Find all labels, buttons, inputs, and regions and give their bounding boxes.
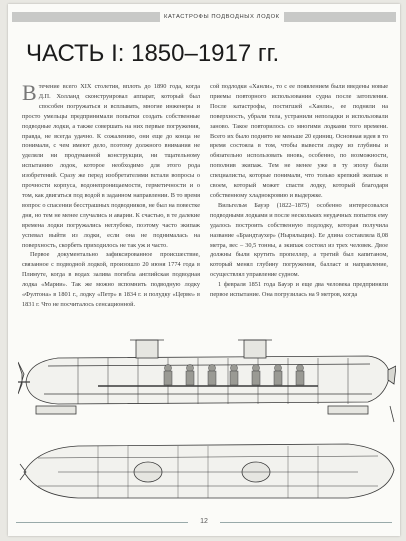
left-paragraph-1 (22, 82, 200, 250)
right-paragraph-2: Вильгельм Бауэр (1822–1875) особенно интересовался подводными лодками и после нескольких неудачных попыток ему удалось построить собственную подлодку, которая получила название «Брандтаухер» (Ныряльщик). Ее длина составляла 8,08 метра, вес – 30,5 тонны, а экипаж состоял из трех человек. Двое должны были крутить пропеллер, а третий был капитаном, который менял глубину погружения, балласт и направление, осуществлял управление судном. (210, 201, 388, 279)
right-paragraph-3: 1 февраля 1851 года Бауэр и еще два человека предприняли первое испытание. Она погрузилась на 9 метров, когда (210, 281, 388, 299)
running-header (12, 12, 396, 22)
page-number: 12 (190, 516, 218, 528)
submarine-side-view (18, 340, 396, 422)
footer-rule-right (220, 522, 392, 523)
footer-rule-left (16, 522, 188, 523)
submarine-plan-view (20, 444, 394, 498)
left-paragraph-1-text: течение всего XIX столетия, вплоть до 1890 года, когда Д.П. Холланд сконструировал аппарат, который был способен погружаться и всплывать, многие инженеры и просто умельцы предпринимали попытки создать собственные подводные лодки, а также совершать на них первые погружения, правда, не всегда удачно. К сожалению, они еще до конца не понимали, с чем имеют дело, поэтому должного внимания не уделяли ни продуманной конструкции, ни тщательному испытанию лодок, которое необходимо для этого рода изобретений. Сразу же перед изобретателями встали вопросы о прочности корпуса, водонепроницаемости, герметичности и о том, как двигаться под водой в заданном направлении. В то время вопрос о спасении бесстрашных подводников, не был на повестке дня, но тем не менее случались и аварии. К счастью, в те далекие времена лодки погружались неглубоко, поэтому часто экипаж успевал выйти из лодки, если она не поднималась на поверхность, скорбеть приходилось не так уж и часто. (22, 83, 200, 249)
left-paragraph-2: Первое документально зафиксированное происшествие, связанное с подводной лодкой, произошло 20 июня 1774 года в Плимуте, когда в водах залива погибла английская подводная лодка «Марии». Так же можно вспомнить подводную лодку «Фултона» в 1801 г., лодку «Петр» в 1834 г. и полудку «Церве» в 1831 г. Что не посчиталось сенсационной. (22, 251, 200, 308)
chapter-title: ЧАСТЬ I: 1850–1917 гг. (26, 40, 280, 67)
right-paragraph-1: сой подлодки «Ханли», то с ее появлением были введены новые приемы повторного использования судна после затопления. После катастрофы, постигшей «Ханли», ее подняли на поверхность, убрали тела, устранили неполадки и использовали заново. Такое повторилось со многими лодками того времени. Всего их было поднято не меньше 20 единиц. Основная идея в то время состояла в том, чтобы вывести лодку из глубины и обязательно использовать вновь, особенно, по возможности, пополнив экипаж. Тем не менее уже в ту эпоху были специалисты, которые понимали, что только крепкий экипаж в своем, который может спасти лодку, который благодаря собственному хладнокровию и выдержке. (210, 83, 388, 199)
drop-cap: В (22, 80, 37, 105)
running-header-title: КАТАСТРОФЫ ПОДВОДНЫХ ЛОДОК (160, 12, 284, 22)
submarine-drawing (18, 322, 396, 512)
left-text-column (22, 80, 200, 308)
page-footer (8, 516, 400, 528)
book-page (8, 4, 400, 536)
